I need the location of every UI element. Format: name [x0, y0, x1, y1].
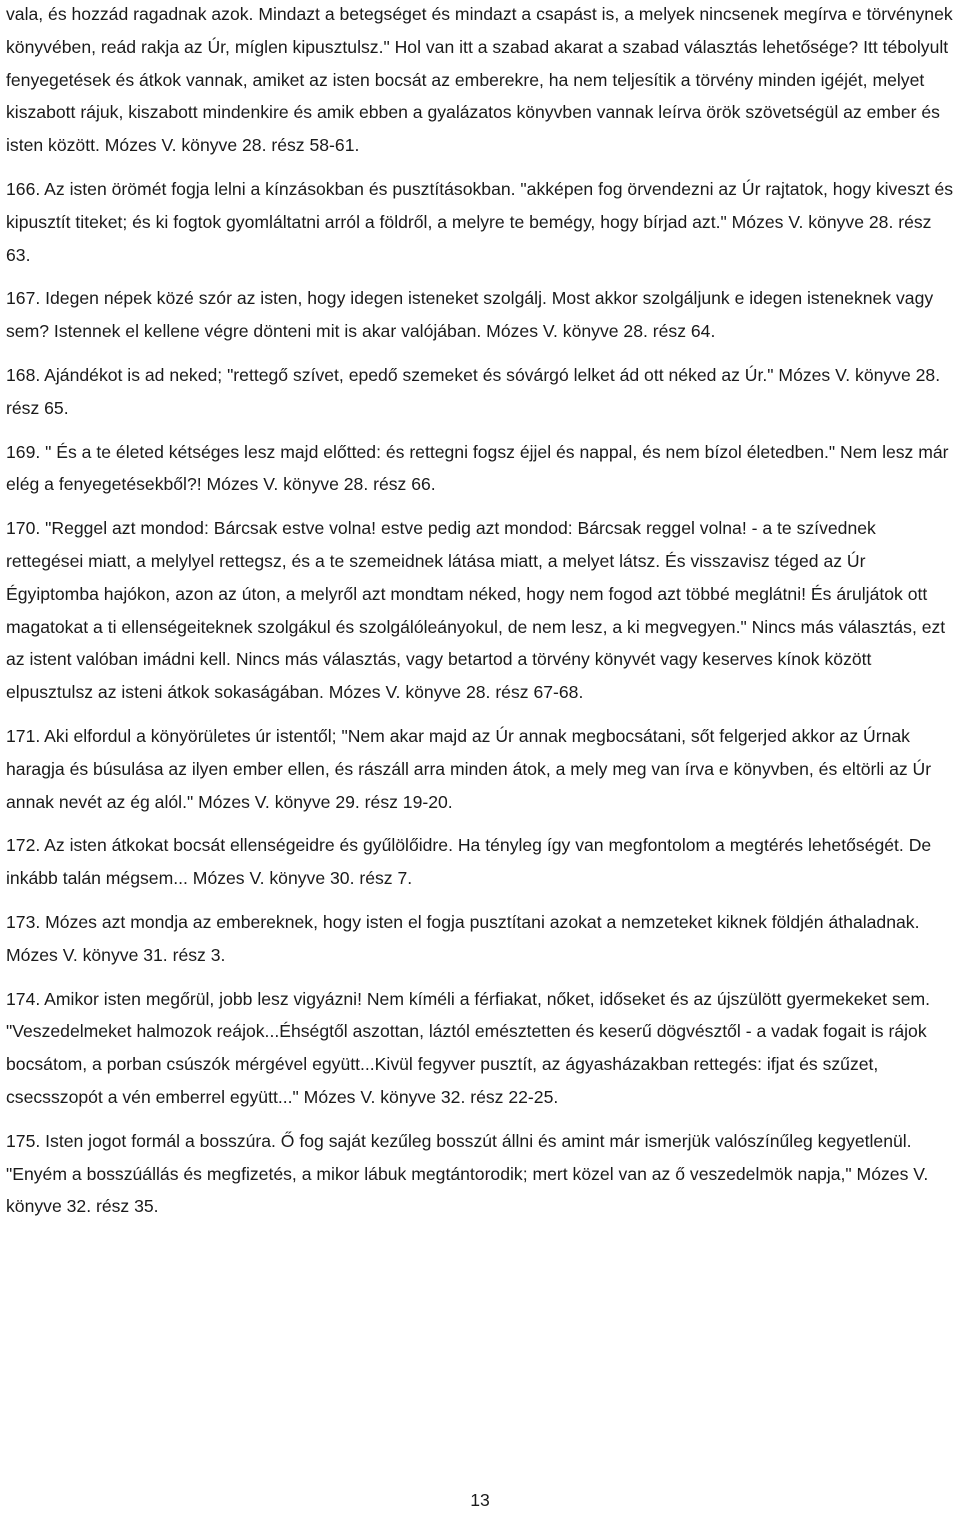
paragraph-170: 170. "Reggel azt mondod: Bárcsak estve volna! estve pedig azt mondod: Bárcsak reggel volna! - a te szívednek rettegései miatt, a melylyel rettegsz, és a te szemeidnek látása miatt, a melyet látsz. És visszavisz téged az Úr Égyiptomba hajókon, azon az úton, a melyről azt mondtam néked, hogy nem fogod azt többé meglátni! És áruljátok ott magatokat a ti ellenségeiteknek szolgákul és szolgálóleányokul, de nem lesz, a ki megvegyen." Nincs más választás, ezt az istent valóban imádni kell. Nincs más választás, vagy betartod a törvény könyvét vagy keserves kínok között elpusztulsz az isteni átkok sokaságában. Mózes V. könyve 28. rész 67-68. [6, 518, 946, 703]
paragraph-175: 175. Isten jogot formál a bosszúra. Ő fog saját kezűleg bosszút állni és amint már ismerjük valószínűleg kegyetlenül. "Enyém a bosszúállás és megfizetés, a mikor lábuk megtántorodik; mert közel van az ő veszedelmök napja," Mózes V. könyve 32. rész 35. [6, 1130, 929, 1217]
paragraph-171: 171. Aki elfordul a könyörületes úr istentől; "Nem akar majd az Úr annak megbocsátani, sőt felgerjed akkor az Úrnak haragja és búsulása az ilyen ember ellen, és rászáll arra minden átok, a mely meg van írva e könyvben, és eltörli az Úr annak nevét az ég alól." Mózes V. könyve 29. rész 19-20. [6, 725, 932, 812]
paragraph-168: 168. Ajándékot is ad neked; "rettegő szívet, epedő szemeket és sóvárgó lelket ád ott néked az Úr." Mózes V. könyve 28. rész 65. [6, 364, 941, 418]
document-page [6, 0, 956, 1234]
paragraph-continuation: vala, és hozzád ragadnak azok. Mindazt a betegséget és mindazt a csapást is, a melyek nincsenek megírva e törvénynek könyvében, reád rakja az Úr, míglen kipusztulsz." Hol van itt a szabad akarat a szabad választás lehetősége? Itt tébolyult fenyegetések és átkok vannak, amiket az isten bocsát az emberekre, ha nem teljesítik a törvény minden igéjét, melyet kiszabott rájuk, kiszabott mindenkire és amik ebben a gyalázatos könyvben vannak leírva örök szövetségül az ember és isten között. Mózes V. könyve 28. rész 58-61. [6, 4, 953, 156]
paragraph-174: 174. Amikor isten megőrül, jobb lesz vigyázni! Nem kíméli a férfiakat, nőket, időseket és az újszülött gyermekeket sem. "Veszedelmeket halmozok reájok...Éhségtől aszottan, láztól emésztetten és keserű dögvésztől - a vadak fogait is rájok bocsátom, a porban csúszók mérgével együtt...Kivül fegyver pusztít, az ágyasházakban rettegés: ifjat és szűzet, csecsszopót a vén emberrel együtt..." Mózes V. könyve 32. rész 22-25. [6, 988, 931, 1107]
paragraph-172: 172. Az isten átkokat bocsát ellenségeidre és gyűlölőidre. Ha tényleg így van megfontolom a megtérés lehetőségét. De inkább talán mégsem... Mózes V. könyve 30. rész 7. [6, 835, 932, 889]
paragraph-169: 169. " És a te életed kétséges lesz majd előtted: és rettegni fogsz éjjel és nappal, és nem bízol életedben." Nem lesz már elég a fenyegetésekből?! Mózes V. könyve 28. rész 66. [6, 441, 949, 495]
page-number: 13 [470, 1490, 490, 1510]
paragraph-173: 173. Mózes azt mondja az embereknek, hogy isten el fogja pusztítani azokat a nemzeteket kiknek földjén áthaladnak. Mózes V. könyve 31. rész 3. [6, 911, 920, 965]
paragraph-167: 167. Idegen népek közé szór az isten, hogy idegen isteneket szolgálj. Most akkor szolgáljunk e idegen isteneknek vagy sem? Istennek el kellene végre dönteni mit is akar valójában. Mózes V. könyve 28. rész 64. [6, 288, 934, 342]
paragraph-166: 166. Az isten örömét fogja lelni a kínzásokban és pusztításokban. "akképen fog örvendezni az Úr rajtatok, hogy kiveszt és kipusztít titeket; és ki fogtok gyomláltatni arról a földről, a melyre te bemégy, hogy bírjad azt." Mózes V. könyve 28. rész 63. [6, 178, 954, 265]
